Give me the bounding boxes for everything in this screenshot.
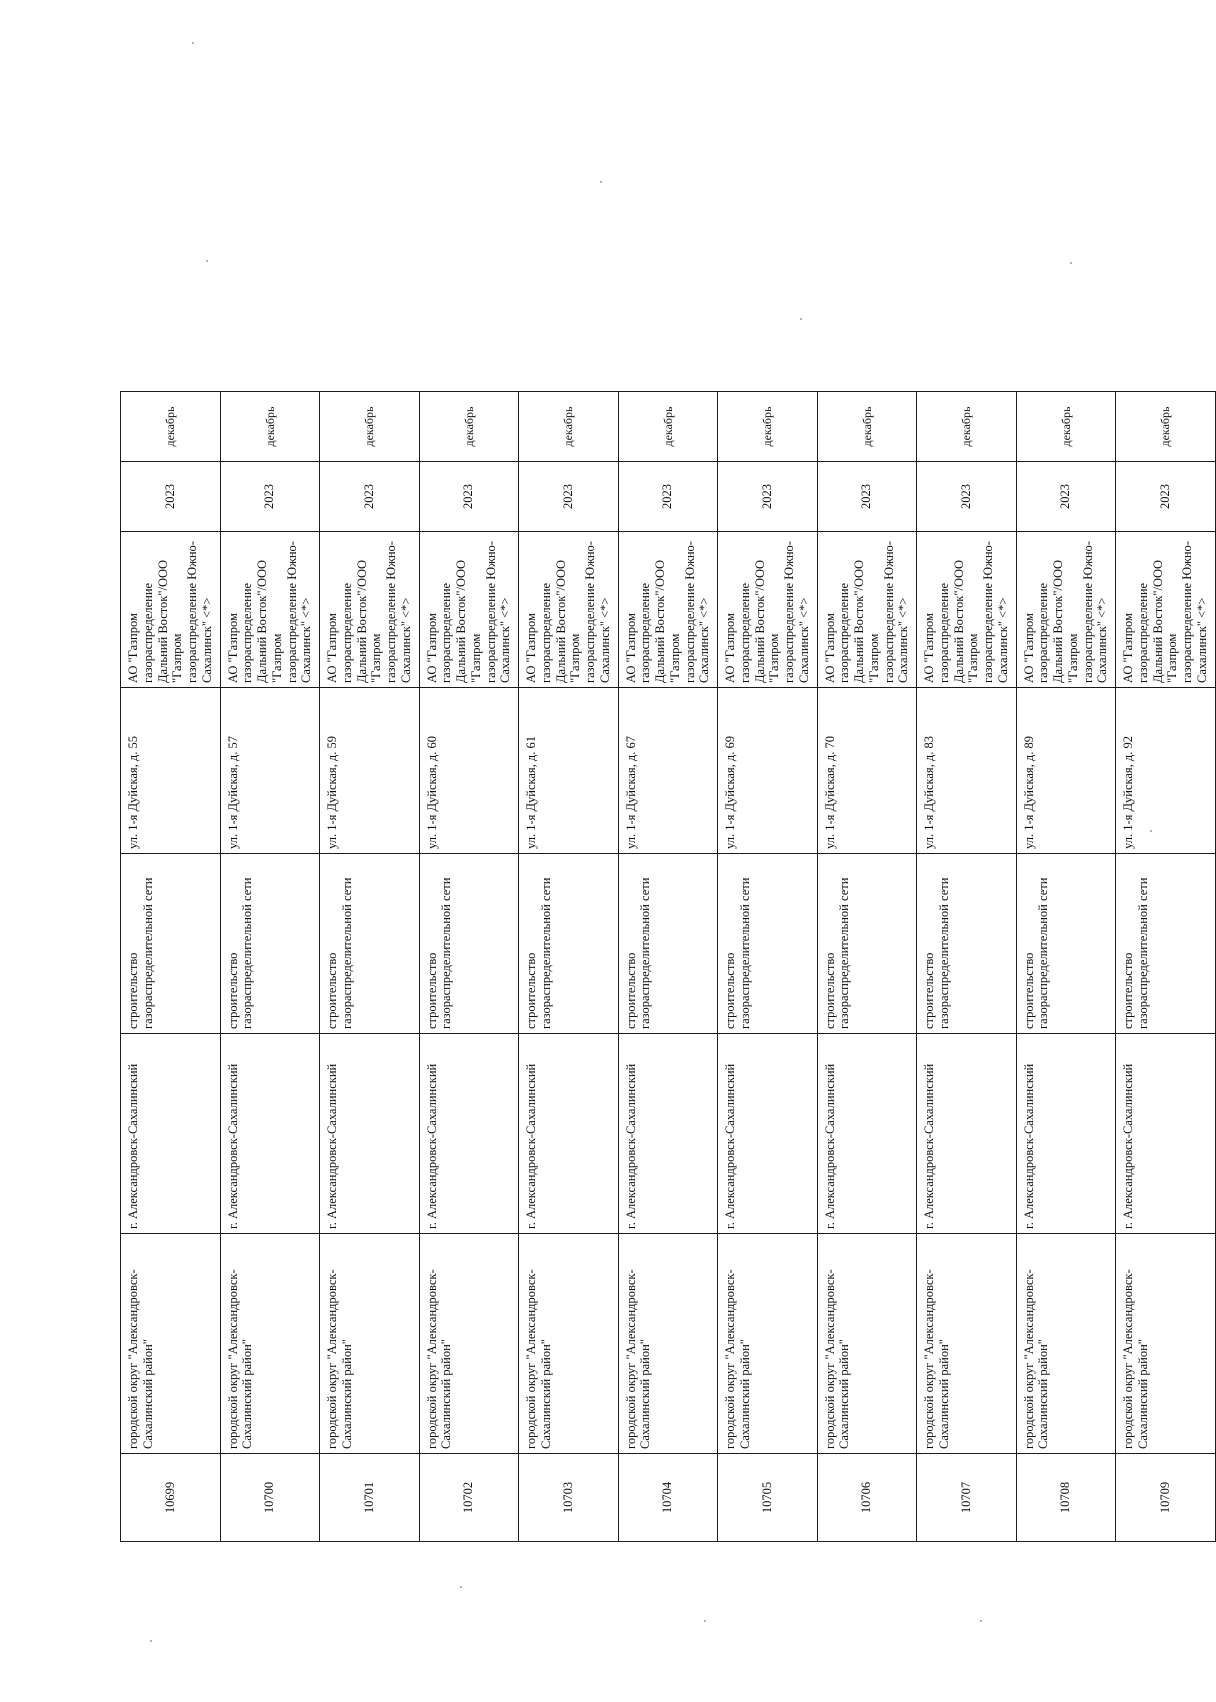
- table-row: [419, 392, 519, 1542]
- municipality-cell: городской округ "Александровск-Сахалинский район": [220, 1234, 320, 1454]
- work-type-cell: строительство газораспределительной сети: [917, 854, 1017, 1034]
- municipality-cell: городской округ "Александровск-Сахалинский район": [1016, 1234, 1116, 1454]
- work-type-cell: строительство газораспределительной сети: [817, 854, 917, 1034]
- municipality-cell: городской округ "Александровск-Сахалинский район": [419, 1234, 519, 1454]
- year-cell: 2023: [220, 462, 320, 532]
- work-type-cell: строительство газораспределительной сети: [618, 854, 718, 1034]
- month-cell: декабрь: [1016, 392, 1116, 462]
- table-row: [817, 392, 917, 1542]
- year-cell: 2023: [1116, 462, 1216, 532]
- organization-cell: АО "Газпром газораспределение Дальний Восток"/ООО "Газпром газораспределение Южно-Сахалинск" <*>: [121, 532, 221, 688]
- year-cell: 2023: [419, 462, 519, 532]
- year-cell: 2023: [121, 462, 221, 532]
- registry-table-body: [121, 392, 1216, 1542]
- year-cell: 2023: [718, 462, 818, 532]
- registry-table: [120, 391, 1216, 1542]
- table-row: [1016, 392, 1116, 1542]
- row-number-cell: 10708: [1016, 1454, 1116, 1542]
- work-type-cell: строительство газораспределительной сети: [220, 854, 320, 1034]
- address-cell: ул. 1-я Дуйская, д. 70: [817, 688, 917, 854]
- organization-cell: АО "Газпром газораспределение Дальний Восток"/ООО "Газпром газораспределение Южно-Сахалинск" <*>: [917, 532, 1017, 688]
- table-row: [519, 392, 619, 1542]
- municipality-cell: городской округ "Александровск-Сахалинский район": [618, 1234, 718, 1454]
- work-type-cell: строительство газораспределительной сети: [121, 854, 221, 1034]
- row-number-cell: 10703: [519, 1454, 619, 1542]
- scan-speck: [150, 1640, 152, 1642]
- locality-cell: г. Александровск-Сахалинский: [220, 1034, 320, 1234]
- table-row: [618, 392, 718, 1542]
- address-cell: ул. 1-я Дуйская, д. 89: [1016, 688, 1116, 854]
- row-number-cell: 10704: [618, 1454, 718, 1542]
- scan-speck: [704, 1620, 706, 1622]
- locality-cell: г. Александровск-Сахалинский: [419, 1034, 519, 1234]
- organization-cell: АО "Газпром газораспределение Дальний Восток"/ООО "Газпром газораспределение Южно-Сахалинск" <*>: [220, 532, 320, 688]
- municipality-cell: городской округ "Александровск-Сахалинский район": [817, 1234, 917, 1454]
- municipality-cell: городской округ "Александровск-Сахалинский район": [320, 1234, 420, 1454]
- year-cell: 2023: [618, 462, 718, 532]
- table-row: [220, 392, 320, 1542]
- address-cell: ул. 1-я Дуйская, д. 92: [1116, 688, 1216, 854]
- table-row: [718, 392, 818, 1542]
- year-cell: 2023: [519, 462, 619, 532]
- scan-speck: [980, 1620, 982, 1622]
- month-cell: декабрь: [618, 392, 718, 462]
- row-number-cell: 10705: [718, 1454, 818, 1542]
- row-number-cell: 10700: [220, 1454, 320, 1542]
- locality-cell: г. Александровск-Сахалинский: [519, 1034, 619, 1234]
- work-type-cell: строительство газораспределительной сети: [718, 854, 818, 1034]
- month-cell: декабрь: [220, 392, 320, 462]
- scan-speck: [206, 260, 208, 262]
- row-number-cell: 10707: [917, 1454, 1017, 1542]
- municipality-cell: городской округ "Александровск-Сахалинский район": [519, 1234, 619, 1454]
- locality-cell: г. Александровск-Сахалинский: [917, 1034, 1017, 1234]
- work-type-cell: строительство газораспределительной сети: [1016, 854, 1116, 1034]
- address-cell: ул. 1-я Дуйская, д. 69: [718, 688, 818, 854]
- table-row: [320, 392, 420, 1542]
- organization-cell: АО "Газпром газораспределение Дальний Восток"/ООО "Газпром газораспределение Южно-Сахалинск" <*>: [618, 532, 718, 688]
- organization-cell: АО "Газпром газораспределение Дальний Восток"/ООО "Газпром газораспределение Южно-Сахалинск" <*>: [320, 532, 420, 688]
- organization-cell: АО "Газпром газораспределение Дальний Восток"/ООО "Газпром газораспределение Южно-Сахалинск" <*>: [519, 532, 619, 688]
- organization-cell: АО "Газпром газораспределение Дальний Восток"/ООО "Газпром газораспределение Южно-Сахалинск" <*>: [419, 532, 519, 688]
- work-type-cell: строительство газораспределительной сети: [519, 854, 619, 1034]
- address-cell: ул. 1-я Дуйская, д. 59: [320, 688, 420, 854]
- municipality-cell: городской округ "Александровск-Сахалинский район": [121, 1234, 221, 1454]
- organization-cell: АО "Газпром газораспределение Дальний Восток"/ООО "Газпром газораспределение Южно-Сахалинск" <*>: [1116, 532, 1216, 688]
- month-cell: декабрь: [320, 392, 420, 462]
- locality-cell: г. Александровск-Сахалинский: [618, 1034, 718, 1234]
- locality-cell: г. Александровск-Сахалинский: [320, 1034, 420, 1234]
- month-cell: декабрь: [1116, 392, 1216, 462]
- table-row: [1116, 392, 1216, 1542]
- scan-speck: [600, 181, 602, 183]
- locality-cell: г. Александровск-Сахалинский: [121, 1034, 221, 1234]
- work-type-cell: строительство газораспределительной сети: [1116, 854, 1216, 1034]
- locality-cell: г. Александровск-Сахалинский: [718, 1034, 818, 1234]
- row-number-cell: 10706: [817, 1454, 917, 1542]
- scan-speck: [460, 1586, 462, 1588]
- year-cell: 2023: [817, 462, 917, 532]
- row-number-cell: 10709: [1116, 1454, 1216, 1542]
- year-cell: 2023: [1016, 462, 1116, 532]
- address-cell: ул. 1-я Дуйская, д. 57: [220, 688, 320, 854]
- locality-cell: г. Александровск-Сахалинский: [1116, 1034, 1216, 1234]
- row-number-cell: 10699: [121, 1454, 221, 1542]
- scan-speck: [800, 318, 802, 320]
- work-type-cell: строительство газораспределительной сети: [320, 854, 420, 1034]
- address-cell: ул. 1-я Дуйская, д. 60: [419, 688, 519, 854]
- month-cell: декабрь: [419, 392, 519, 462]
- month-cell: декабрь: [917, 392, 1017, 462]
- municipality-cell: городской округ "Александровск-Сахалинский район": [718, 1234, 818, 1454]
- month-cell: декабрь: [817, 392, 917, 462]
- address-cell: ул. 1-я Дуйская, д. 61: [519, 688, 619, 854]
- month-cell: декабрь: [718, 392, 818, 462]
- address-cell: ул. 1-я Дуйская, д. 67: [618, 688, 718, 854]
- organization-cell: АО "Газпром газораспределение Дальний Восток"/ООО "Газпром газораспределение Южно-Сахалинск" <*>: [1016, 532, 1116, 688]
- scan-speck: [192, 42, 194, 44]
- month-cell: декабрь: [121, 392, 221, 462]
- work-type-cell: строительство газораспределительной сети: [419, 854, 519, 1034]
- row-number-cell: 10701: [320, 1454, 420, 1542]
- municipality-cell: городской округ "Александровск-Сахалинский район": [917, 1234, 1017, 1454]
- year-cell: 2023: [917, 462, 1017, 532]
- address-cell: ул. 1-я Дуйская, д. 55: [121, 688, 221, 854]
- row-number-cell: 10702: [419, 1454, 519, 1542]
- organization-cell: АО "Газпром газораспределение Дальний Восток"/ООО "Газпром газораспределение Южно-Сахалинск" <*>: [817, 532, 917, 688]
- table-row: [917, 392, 1017, 1542]
- municipality-cell: городской округ "Александровск-Сахалинский район": [1116, 1234, 1216, 1454]
- address-cell: ул. 1-я Дуйская, д. 83: [917, 688, 1017, 854]
- month-cell: декабрь: [519, 392, 619, 462]
- year-cell: 2023: [320, 462, 420, 532]
- locality-cell: г. Александровск-Сахалинский: [817, 1034, 917, 1234]
- scan-speck: [1070, 262, 1072, 264]
- registry-table-rotated: [120, 392, 1209, 1542]
- organization-cell: АО "Газпром газораспределение Дальний Восток"/ООО "Газпром газораспределение Южно-Сахалинск" <*>: [718, 532, 818, 688]
- locality-cell: г. Александровск-Сахалинский: [1016, 1034, 1116, 1234]
- table-row: [121, 392, 221, 1542]
